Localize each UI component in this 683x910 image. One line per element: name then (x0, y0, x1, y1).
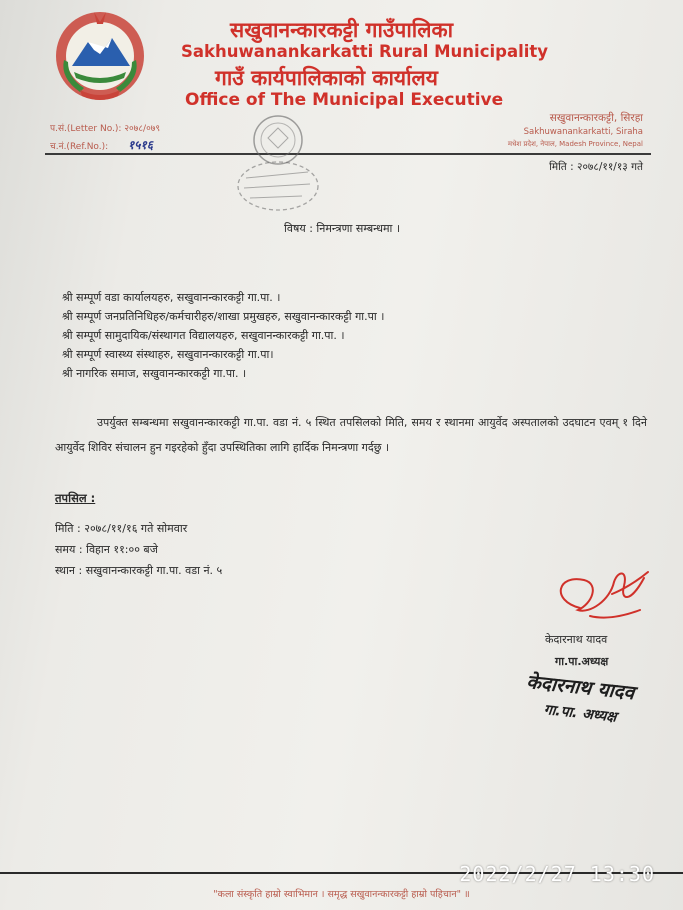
title-stamp: गा.पा. अध्यक्ष (543, 701, 618, 726)
details-place: स्थान : सखुवानन्कारकट्टी गा.पा. वडा नं. ५ (55, 564, 223, 577)
footer-slogan: "कला संस्कृति हाम्रो स्वाभिमान । समृद्ध सखुवानन्कारकट्टी हाम्रो पहिचान" ॥ (213, 889, 470, 900)
office-name-nepali: गाउँ कार्यपालिकाको कार्यालय (215, 66, 438, 90)
addressee-line: श्री सम्पूर्ण स्वास्थ्य संस्थाहरु, सखुवानन्कारकट्टी गा.पा। (62, 348, 274, 361)
photo-timestamp: 2022/2/27 13:30 (459, 862, 655, 886)
municipality-name-english: Sakhuwanankarkatti Rural Municipality (181, 42, 549, 61)
address-nepali: सखुवानन्कारकट्टी, सिरहा (549, 112, 643, 124)
header-divider (45, 153, 651, 155)
ref-number-label: च.नं.(Ref.No.): (50, 142, 109, 152)
addressee-line: श्री सम्पूर्ण वडा कार्यालयहरु, सखुवानन्कारकट्टी गा.पा. । (62, 291, 281, 304)
addressee-line: श्री सम्पूर्ण जनप्रतिनिधिहरु/कर्मचारीहरु/शाखा प्रमुखहरु, सखुवानन्कारकट्टी गा.पा । (62, 310, 385, 323)
body-paragraph: उपर्युक्त सम्बन्धमा सखुवानन्कारकट्टी गा.पा. वडा नं. ५ स्थित तपसिलको मिति, समय र स्थानमा आयुर्वेद अस्पतालको उदघाटन एवम् १ दिने आयुर्वेद शिविर संचालन हुन गइरहेको हुँदा उपस्थितिका लागि हार्दिक निमन्त्रणा गर्दछु । (55, 416, 647, 454)
ref-number-handwritten: १५१६ (128, 138, 153, 152)
details-heading: तपसिल : (55, 491, 96, 505)
address-english: Sakhuwanankarkatti, Siraha (523, 127, 643, 137)
municipality-name-nepali: सखुवानन्कारकट्टी गाउँपालिका (230, 18, 454, 42)
addressee-line: श्री सम्पूर्ण सामुदायिक/संस्थागत विद्यालयहरु, सखुवानन्कारकट्टी गा.पा. । (62, 329, 345, 342)
nepal-emblem-logo (50, 8, 150, 104)
office-name-english: Office of The Municipal Executive (185, 90, 504, 110)
address-province: मधेश प्रदेश, नेपाल, Madesh Province, Nepal (507, 140, 643, 148)
details-date: मिति : २०७८/११/१६ गते सोमवार (55, 522, 188, 535)
name-stamp: केदारनाथ यादव (525, 670, 636, 705)
letter-number: प.सं.(Letter No.): २०७८/०७९ (50, 124, 161, 134)
handwritten-signature (540, 560, 652, 632)
signatory-title: गा.पा.अध्यक्ष (555, 655, 609, 668)
office-stamp-seal (232, 110, 324, 218)
subject-line: विषय : निमन्त्रणा सम्बन्धमा । (284, 222, 401, 235)
signatory-name: केदारनाथ यादव (545, 633, 608, 646)
addressee-line: श्री नागरिक समाज, सखुवानन्कारकट्टी गा.पा. । (62, 367, 247, 380)
letter-date: मिति : २०७८/११/१३ गते (549, 161, 643, 173)
details-time: समय : विहान ११:०० बजे (55, 543, 158, 556)
